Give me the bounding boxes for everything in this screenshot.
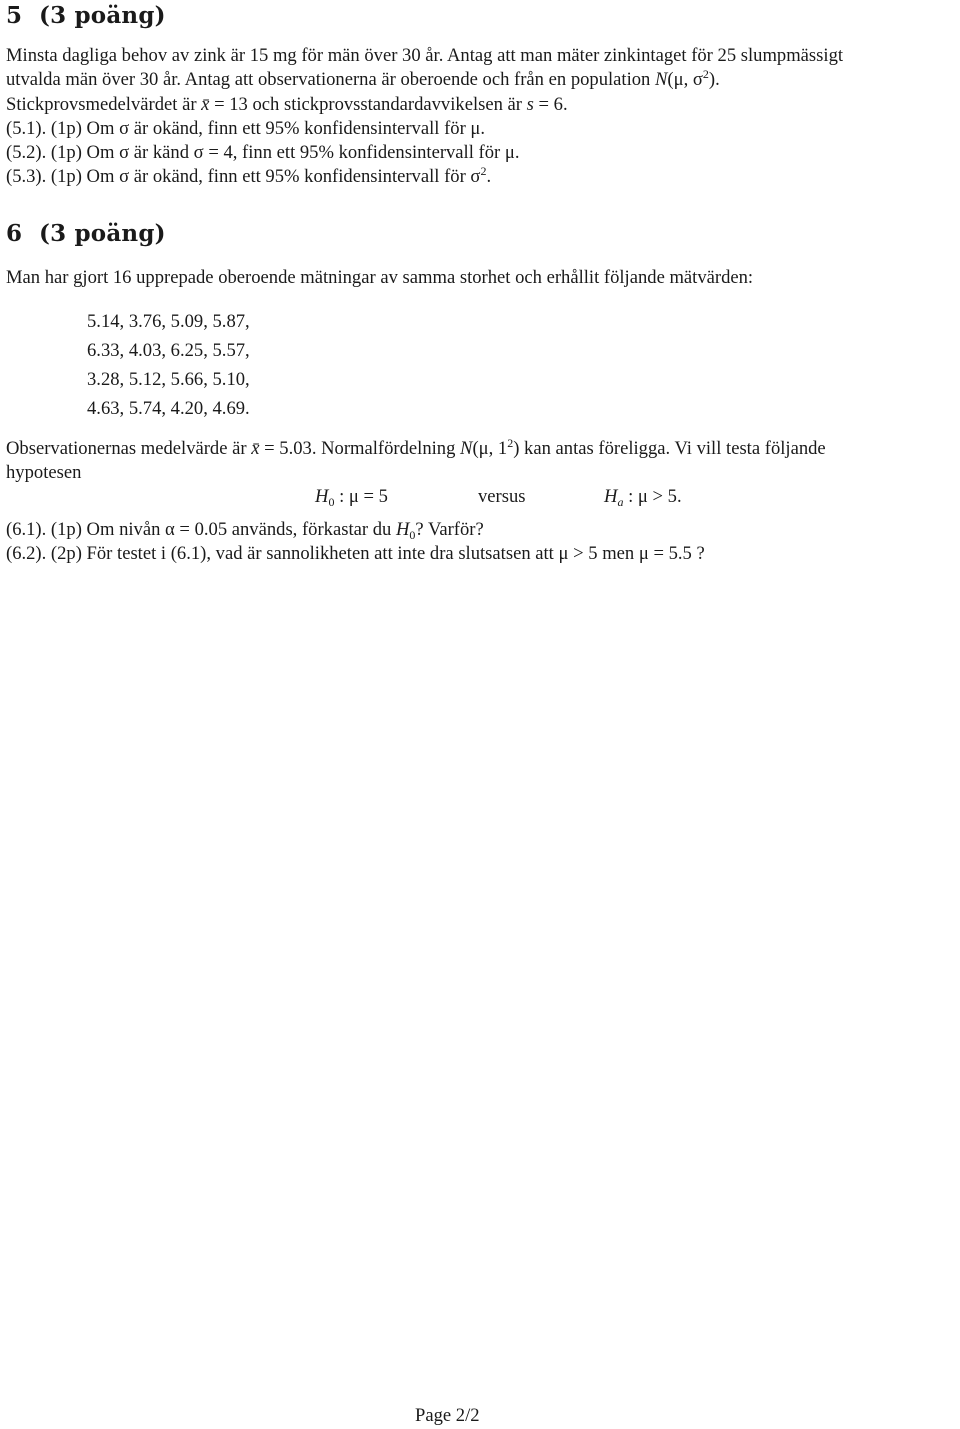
- problem-6-hypothesis-word: hypotesen: [6, 462, 82, 483]
- data-row-2: 6.33, 4.03, 6.25, 5.57,: [87, 340, 250, 361]
- data-row-3: 3.28, 5.12, 5.66, 5.10,: [87, 369, 250, 390]
- problem-6-observations: Observationernas medelvärde är x̄ = 5.03. Normalfördelning N(μ, $1^2$) kan antas föreligga. Vi vill testa följande: [6, 436, 826, 459]
- page-number: Page 2/2: [415, 1405, 480, 1426]
- alternative-hypothesis: $H_a$ : μ > 5.: [604, 486, 682, 509]
- problem-5-text-line-1: Minsta dagliga behov av zink är 15 mg för män över 30 år. Antag att man mäter zinkintaget för 25 slumpmässigt: [6, 45, 844, 66]
- question-5-3: (5.3). (1p) Om σ är okänd, finn ett 95% konfidensintervall för $\sigma^2$.: [6, 164, 492, 187]
- data-row-1: 5.14, 3.76, 5.09, 5.87,: [87, 311, 250, 332]
- null-hypothesis: $H_0$ : μ = 5: [315, 486, 388, 509]
- problem-5-text-line-2: utvalda män över 30 år. Antag att observationerna är oberoende och från en population N(μ, $\sigma^2$).: [6, 67, 720, 90]
- document-page: [6, 0, 956, 1429]
- versus-label: versus: [478, 486, 526, 507]
- problem-5-text-line-3: Stickprovsmedelvärdet är x̄ = 13 och stickprovsstandardavvikelsen är s = 6.: [6, 94, 568, 115]
- question-6-2: (6.2). (2p) För testet i (6.1), vad är sannolikheten att inte dra slutsatsen att μ > 5 men μ = 5.5 ?: [6, 543, 705, 564]
- question-5-1: (5.1). (1p) Om σ är okänd, finn ett 95% konfidensintervall för μ.: [6, 118, 486, 139]
- problem-5-heading: 5 (3 poäng): [6, 2, 166, 29]
- problem-6-heading: 6 (3 poäng): [6, 220, 166, 247]
- problem-6-intro: Man har gjort 16 upprepade oberoende mätningar av samma storhet och erhållit följande mätvärden:: [6, 267, 754, 288]
- data-row-4: 4.63, 5.74, 4.20, 4.69.: [87, 398, 250, 419]
- question-5-2: (5.2). (1p) Om σ är känd σ = 4, finn ett 95% konfidensintervall för μ.: [6, 142, 520, 163]
- question-6-1: (6.1). (1p) Om nivån α = 0.05 används, förkastar du $H_0$? Varför?: [6, 519, 484, 542]
